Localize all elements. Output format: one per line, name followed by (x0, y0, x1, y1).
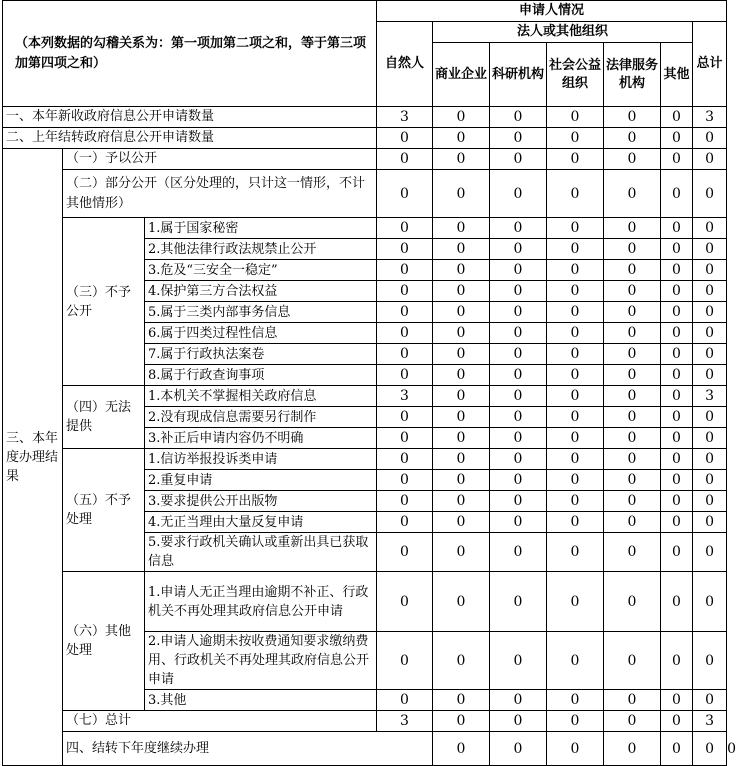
value-cell: 0 (604, 512, 661, 533)
value-cell: 0 (547, 732, 604, 766)
value-cell: 0 (433, 449, 490, 470)
header-other: 其他 (661, 43, 693, 107)
value-cell: 0 (490, 732, 547, 766)
item-label: 1.信访举报投诉类申请 (145, 449, 377, 470)
value-cell: 0 (490, 170, 547, 218)
value-cell: 0 (604, 260, 661, 281)
value-cell: 0 (547, 386, 604, 407)
value-cell: 0 (661, 470, 693, 491)
value-cell: 0 (377, 128, 433, 149)
table-row (3, 218, 727, 239)
value-cell: 0 (661, 449, 693, 470)
value-cell: 0 (693, 149, 727, 170)
value-cell: 0 (547, 149, 604, 170)
value-cell: 0 (377, 323, 433, 344)
value-cell: 0 (433, 281, 490, 302)
value-cell: 0 (490, 533, 547, 572)
value-cell: 0 (547, 533, 604, 572)
header-business: 商业企业 (433, 43, 490, 107)
value-cell: 0 (490, 690, 547, 711)
value-cell: 0 (490, 149, 547, 170)
value-cell: 0 (661, 512, 693, 533)
value-cell: 0 (547, 107, 604, 128)
value-cell: 0 (490, 365, 547, 386)
value-cell: 0 (490, 470, 547, 491)
value-cell: 0 (604, 218, 661, 239)
value-cell: 0 (661, 170, 693, 218)
value-cell: 0 (433, 239, 490, 260)
group-label: （七）总计 (63, 711, 377, 732)
item-label: 1.属于国家秘密 (145, 218, 377, 239)
section-label: 三、本年度办理结果 (3, 149, 63, 766)
item-label: 4.无正当理由大量反复申请 (145, 512, 377, 533)
value-cell: 0 (433, 428, 490, 449)
value-cell: 0 (377, 407, 433, 428)
value-cell: 0 (693, 533, 727, 572)
value-cell: 0 (604, 732, 661, 766)
header-legal-service: 法律服务机构 (604, 43, 661, 107)
value-cell: 0 (547, 470, 604, 491)
value-cell: 0 (661, 128, 693, 149)
value-cell: 0 (490, 128, 547, 149)
value-cell: 0 (693, 170, 727, 218)
value-cell: 0 (547, 632, 604, 690)
item-label: 2.其他法律行政法规禁止公开 (145, 239, 377, 260)
value-cell: 0 (377, 281, 433, 302)
value-cell: 0 (661, 365, 693, 386)
value-cell: 0 (693, 239, 727, 260)
value-cell: 3 (377, 711, 433, 732)
value-cell: 0 (377, 512, 433, 533)
value-cell: 0 (661, 711, 693, 732)
value-cell: 0 (377, 239, 433, 260)
value-cell: 0 (433, 470, 490, 491)
value-cell: 0 (377, 365, 433, 386)
value-cell: 0 (377, 449, 433, 470)
value-cell: 0 (604, 344, 661, 365)
header-research: 科研机构 (490, 43, 547, 107)
value-cell: 0 (693, 690, 727, 711)
value-cell: 0 (604, 491, 661, 512)
header-legal-group: 法人或其他组织 (433, 22, 693, 43)
group-label: （六）其他处理 (63, 572, 145, 711)
value-cell: 0 (604, 149, 661, 170)
value-cell: 0 (693, 407, 727, 428)
value-cell: 0 (661, 428, 693, 449)
value-cell: 0 (661, 323, 693, 344)
value-cell: 0 (547, 690, 604, 711)
value-cell: 0 (604, 711, 661, 732)
value-cell: 0 (547, 711, 604, 732)
value-cell: 0 (490, 260, 547, 281)
value-cell: 0 (433, 344, 490, 365)
value-cell: 0 (490, 512, 547, 533)
item-label: 8.属于行政查询事项 (145, 365, 377, 386)
item-label: 1.申请人无正当理由逾期不补正、行政机关不再处理其政府信息公开申请 (145, 572, 377, 632)
value-cell: 0 (661, 302, 693, 323)
value-cell: 0 (547, 365, 604, 386)
value-cell: 3 (377, 386, 433, 407)
value-cell: 0 (377, 491, 433, 512)
value-cell: 0 (693, 572, 727, 632)
value-cell: 0 (377, 170, 433, 218)
value-cell: 0 (490, 323, 547, 344)
value-cell: 0 (377, 344, 433, 365)
row-label: 二、上年结转政府信息公开申请数量 (3, 128, 377, 149)
value-cell: 0 (693, 732, 727, 766)
table-note: （本列数据的勾稽关系为：第一项加第二项之和，等于第三项加第四项之和） (3, 1, 377, 107)
value-cell: 0 (604, 170, 661, 218)
value-cell: 0 (604, 302, 661, 323)
value-cell: 0 (377, 428, 433, 449)
value-cell: 0 (490, 572, 547, 632)
table-row (3, 149, 727, 170)
value-cell: 0 (693, 218, 727, 239)
value-cell: 0 (377, 470, 433, 491)
value-cell: 3 (693, 107, 727, 128)
value-cell: 0 (547, 428, 604, 449)
item-label: 1.本机关不掌握相关政府信息 (145, 386, 377, 407)
value-cell: 0 (661, 149, 693, 170)
item-label: 6.属于四类过程性信息 (145, 323, 377, 344)
value-cell: 0 (693, 302, 727, 323)
value-cell: 0 (433, 365, 490, 386)
value-cell: 0 (377, 302, 433, 323)
value-cell: 0 (693, 491, 727, 512)
value-cell: 0 (661, 732, 693, 766)
value-cell: 0 (433, 690, 490, 711)
value-cell: 0 (693, 128, 727, 149)
value-cell: 0 (547, 572, 604, 632)
item-label: 2.没有现成信息需要另行制作 (145, 407, 377, 428)
value-cell: 0 (693, 449, 727, 470)
value-cell: 0 (604, 449, 661, 470)
value-cell: 0 (433, 512, 490, 533)
item-label: 4.保护第三方合法权益 (145, 281, 377, 302)
value-cell: 0 (661, 281, 693, 302)
item-label: 5.要求行政机关确认或重新出具已获取信息 (145, 533, 377, 572)
group-label: （五）不予处理 (63, 449, 145, 572)
value-cell: 0 (433, 632, 490, 690)
value-cell: 0 (547, 407, 604, 428)
value-cell: 0 (661, 107, 693, 128)
item-label: 3.补正后申请内容仍不明确 (145, 428, 377, 449)
value-cell: 0 (490, 428, 547, 449)
value-cell: 3 (377, 107, 433, 128)
value-cell: 0 (661, 344, 693, 365)
value-cell: 0 (547, 449, 604, 470)
value-cell: 0 (604, 107, 661, 128)
value-cell: 0 (661, 218, 693, 239)
value-cell: 0 (377, 572, 433, 632)
value-cell: 0 (490, 491, 547, 512)
value-cell: 0 (604, 572, 661, 632)
value-cell: 0 (661, 491, 693, 512)
value-cell: 0 (377, 149, 433, 170)
item-label: 2.申请人逾期未按收费通知要求缴纳费用、行政机关不再处理其政府信息公开申请 (145, 632, 377, 690)
value-cell: 0 (547, 170, 604, 218)
value-cell: 0 (604, 281, 661, 302)
value-cell: 0 (490, 218, 547, 239)
value-cell: 0 (661, 407, 693, 428)
value-cell: 0 (547, 323, 604, 344)
value-cell: 0 (490, 302, 547, 323)
value-cell: 0 (661, 386, 693, 407)
table-row (3, 128, 727, 149)
value-cell: 0 (604, 365, 661, 386)
item-label: 5.属于三类内部事务信息 (145, 302, 377, 323)
value-cell: 0 (547, 512, 604, 533)
value-cell: 0 (693, 632, 727, 690)
value-cell: 0 (604, 428, 661, 449)
table-row (3, 386, 727, 407)
value-cell: 0 (490, 711, 547, 732)
value-cell: 0 (377, 533, 433, 572)
value-cell: 0 (604, 632, 661, 690)
value-cell: 3 (693, 711, 727, 732)
value-cell: 0 (377, 632, 433, 690)
value-cell: 0 (490, 632, 547, 690)
value-cell: 0 (661, 239, 693, 260)
value-cell: 0 (604, 128, 661, 149)
value-cell: 0 (547, 239, 604, 260)
item-label: 3.要求提供公开出版物 (145, 491, 377, 512)
value-cell: 0 (693, 281, 727, 302)
value-cell: 0 (433, 218, 490, 239)
value-cell: 0 (433, 302, 490, 323)
value-cell: 0 (693, 365, 727, 386)
value-cell: 0 (547, 128, 604, 149)
value-cell: 0 (490, 281, 547, 302)
item-label: 3.其他 (145, 690, 377, 711)
value-cell: 0 (547, 281, 604, 302)
table-row (3, 572, 727, 632)
value-cell: 0 (433, 170, 490, 218)
value-cell: 0 (377, 260, 433, 281)
value-cell: 0 (433, 407, 490, 428)
header-natural-person: 自然人 (377, 22, 433, 107)
item-label: 3.危及“三安全一稳定” (145, 260, 377, 281)
value-cell: 0 (693, 512, 727, 533)
value-cell: 0 (604, 323, 661, 344)
value-cell: 0 (604, 386, 661, 407)
table-row (3, 107, 727, 128)
value-cell: 0 (433, 533, 490, 572)
value-cell: 0 (433, 128, 490, 149)
value-cell: 0 (693, 428, 727, 449)
value-cell: 3 (693, 386, 727, 407)
value-cell: 0 (661, 533, 693, 572)
item-label: 2.重复申请 (145, 470, 377, 491)
value-cell: 0 (490, 239, 547, 260)
item-label: 7.属于行政执法案卷 (145, 344, 377, 365)
disclosure-table (2, 0, 736, 766)
value-cell: 0 (547, 491, 604, 512)
header-total: 总计 (693, 22, 727, 107)
value-cell: 0 (490, 344, 547, 365)
value-cell: 0 (547, 260, 604, 281)
value-cell: 0 (693, 344, 727, 365)
value-cell: 0 (661, 572, 693, 632)
row-label: 四、结转下年度继续办理 (63, 732, 433, 766)
group-label: （二）部分公开（区分处理的，只计这一情形，不计其他情形） (63, 170, 377, 218)
group-label: （四）无法提供 (63, 386, 145, 449)
value-cell: 0 (433, 572, 490, 632)
group-label: （一）予以公开 (63, 149, 377, 170)
header-social: 社会公益组织 (547, 43, 604, 107)
table-row: 四、结转下年度继续办理 0 0 0 0 0 0 0 (3, 732, 727, 766)
table-row (3, 170, 727, 218)
value-cell: 0 (490, 386, 547, 407)
value-cell: 0 (604, 470, 661, 491)
value-cell: 0 (490, 107, 547, 128)
value-cell: 0 (604, 407, 661, 428)
value-cell: 0 (661, 632, 693, 690)
value-cell: 0 (433, 491, 490, 512)
value-cell: 0 (433, 711, 490, 732)
value-cell: 0 (693, 470, 727, 491)
value-cell: 0 (693, 260, 727, 281)
value-cell: 0 (547, 344, 604, 365)
value-cell: 0 (661, 260, 693, 281)
value-cell: 0 (490, 449, 547, 470)
value-cell: 0 (433, 149, 490, 170)
value-cell: 0 (433, 323, 490, 344)
value-cell: 0 (661, 690, 693, 711)
value-cell: 0 (604, 690, 661, 711)
value-cell: 0 (433, 732, 490, 766)
value-cell: 0 (604, 533, 661, 572)
value-cell: 0 (693, 323, 727, 344)
value-cell: 0 (490, 407, 547, 428)
value-cell: 0 (547, 302, 604, 323)
row-label: 一、本年新收政府信息公开申请数量 (3, 107, 377, 128)
value-cell: 0 (604, 239, 661, 260)
value-cell: 0 (547, 218, 604, 239)
table-row (3, 711, 727, 732)
value-cell: 0 (377, 690, 433, 711)
value-cell: 0 (433, 386, 490, 407)
value-cell: 0 (433, 260, 490, 281)
table-row (3, 449, 727, 470)
value-cell: 0 (433, 107, 490, 128)
group-label: （三）不予公开 (63, 218, 145, 386)
value-cell: 0 (377, 218, 433, 239)
header-applicant: 申请人情况 (377, 1, 727, 22)
